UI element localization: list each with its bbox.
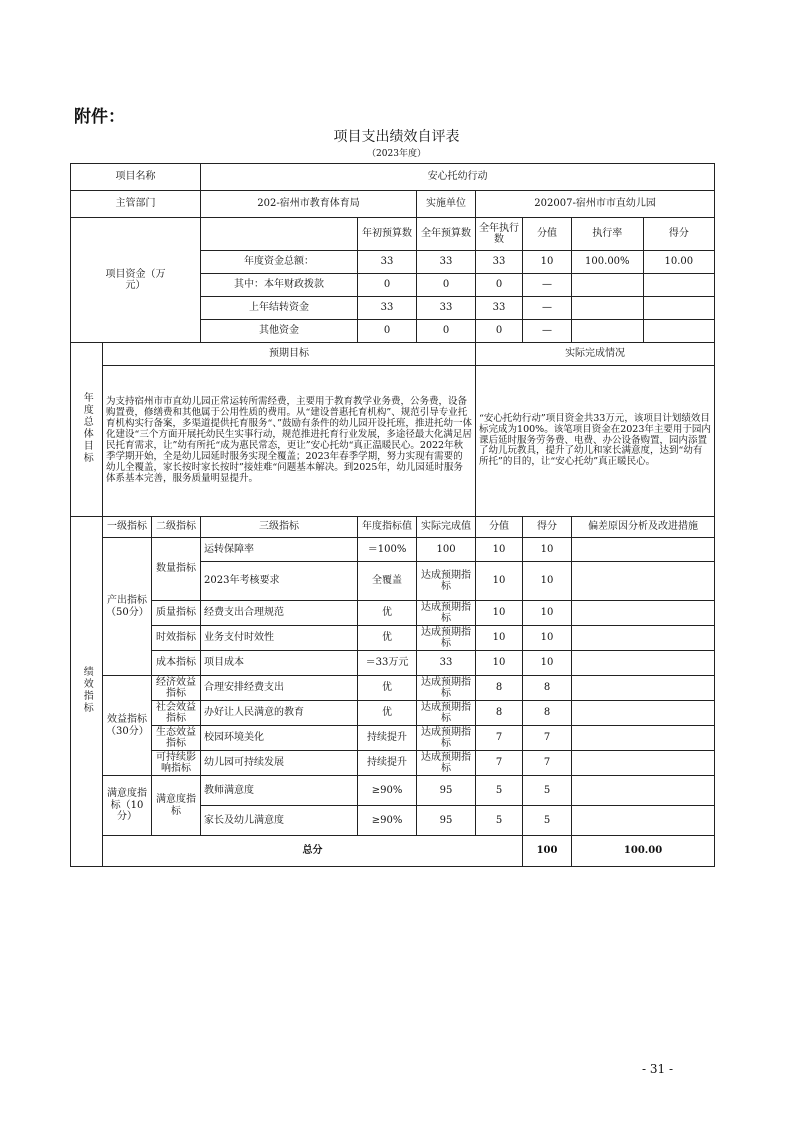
perf-score: 7 <box>476 751 523 776</box>
perf-actual: 达成预期指标 <box>417 751 476 776</box>
perf-got: 7 <box>523 751 572 776</box>
funds-label-text: 项目资金（万元） <box>105 268 166 291</box>
funds-row-rate-got <box>572 320 715 343</box>
funds-row-score: — <box>523 320 572 343</box>
perf-target: 优 <box>358 676 417 701</box>
perf-actual: 达成预期指标 <box>417 676 476 701</box>
perf-target: 优 <box>358 701 417 726</box>
goal-expected-header: 预期目标 <box>103 343 476 366</box>
perf-score: 10 <box>476 562 523 601</box>
attachment-label: 附件： <box>74 107 125 127</box>
funds-header-row <box>71 218 715 251</box>
perf-row <box>71 538 715 562</box>
perf-level3: 2023年考核要求 <box>201 562 358 601</box>
perf-got: 5 <box>523 806 572 836</box>
perf-level1-satisfaction: 满意度指标（10分） <box>103 776 152 836</box>
perf-level2: 社会效益指标 <box>152 701 201 726</box>
perf-score: 5 <box>476 806 523 836</box>
funds-row-got <box>644 274 715 296</box>
perf-analysis <box>572 806 715 836</box>
funds-header-2: 全年预算数 <box>417 218 476 251</box>
goal-actual-text: “安心托幼行动”项目资金共33万元，该项目计划绩效目标完成为100%。该笔项目资金在2023年主要用于园内课后延时服务劳务费、电费、办公设备购置，园内添置了幼儿玩教具，提升了幼儿和家长满意度，达到“幼有所托”的目的，让“安心托幼”真正暖民心。 <box>476 366 715 517</box>
funds-row-v3: 33 <box>476 297 523 320</box>
funds-header-1: 年初预算数 <box>358 218 417 251</box>
perf-header-got: 得分 <box>523 517 572 538</box>
perf-level2: 时效指标 <box>152 626 201 651</box>
funds-row-got <box>644 320 715 342</box>
funds-row-rate <box>572 320 644 342</box>
perf-actual: 达成预期指标 <box>417 601 476 626</box>
perf-target: ≥90% <box>358 776 417 806</box>
funds-row-score: — <box>523 297 572 320</box>
goal-label-text: 年度总体目标 <box>81 391 93 464</box>
perf-got: 10 <box>523 601 572 626</box>
funds-row-v1: 33 <box>358 297 417 320</box>
perf-level2: 可持续影响指标 <box>152 751 201 776</box>
department-row <box>71 191 715 218</box>
perf-level2: 生态效益指标 <box>152 726 201 751</box>
funds-row-v3: 33 <box>476 251 523 274</box>
perf-target: 持续提升 <box>358 751 417 776</box>
goal-header-row <box>71 343 715 366</box>
perf-got: 10 <box>523 626 572 651</box>
funds-row-got <box>644 297 715 319</box>
perf-level3: 项目成本 <box>201 651 358 676</box>
funds-row-v1: 33 <box>358 251 417 274</box>
perf-analysis <box>572 538 715 562</box>
perf-target: 优 <box>358 601 417 626</box>
perf-analysis <box>572 676 715 701</box>
total-label: 总分 <box>103 836 523 867</box>
funds-header-blank <box>201 218 358 251</box>
funds-row-v1: 0 <box>358 274 417 297</box>
goal-actual-header: 实际完成情况 <box>476 343 715 366</box>
funds-row-v2: 33 <box>417 297 476 320</box>
funds-row-score: — <box>523 274 572 297</box>
perf-analysis <box>572 626 715 651</box>
funds-row-rate-got <box>572 251 715 274</box>
perf-header-target: 年度指标值 <box>358 517 417 538</box>
funds-label <box>71 218 201 343</box>
perf-header-analysis: 偏差原因分析及改进措施 <box>572 517 715 538</box>
unit-label: 实施单位 <box>417 191 476 218</box>
perf-got: 8 <box>523 676 572 701</box>
funds-row-v3: 0 <box>476 274 523 297</box>
perf-analysis <box>572 601 715 626</box>
perf-row <box>71 601 715 626</box>
perf-analysis <box>572 701 715 726</box>
perf-got: 5 <box>523 776 572 806</box>
perf-got: 10 <box>523 651 572 676</box>
perf-label-text: 绩效指标 <box>81 665 93 714</box>
funds-row-v3: 0 <box>476 320 523 343</box>
perf-got: 10 <box>523 538 572 562</box>
funds-header-5-6 <box>572 218 715 251</box>
funds-row-rate: 100.00% <box>572 251 644 273</box>
perf-actual: 95 <box>417 806 476 836</box>
perf-got: 8 <box>523 701 572 726</box>
perf-score: 7 <box>476 726 523 751</box>
perf-level3: 校园环境美化 <box>201 726 358 751</box>
perf-level3: 家长及幼儿满意度 <box>201 806 358 836</box>
funds-row-v2: 0 <box>417 274 476 297</box>
perf-level3: 经费支出合理规范 <box>201 601 358 626</box>
perf-row <box>71 701 715 726</box>
perf-row <box>71 626 715 651</box>
dept-value: 202-宿州市教育体育局 <box>201 191 417 218</box>
perf-header-score: 分值 <box>476 517 523 538</box>
perf-score: 10 <box>476 651 523 676</box>
perf-score: 8 <box>476 676 523 701</box>
perf-target: 持续提升 <box>358 726 417 751</box>
perf-label <box>71 517 103 867</box>
funds-row-rate <box>572 297 644 319</box>
unit-value: 202007-宿州市市直幼儿园 <box>476 191 715 218</box>
year-subtitle: （2023年度） <box>367 149 426 159</box>
perf-target: 全覆盖 <box>358 562 417 601</box>
perf-header-actual: 实际完成值 <box>417 517 476 538</box>
funds-row-v2: 33 <box>417 251 476 274</box>
total-score: 100 <box>523 836 572 867</box>
goal-body-row <box>71 366 715 517</box>
perf-score: 10 <box>476 601 523 626</box>
perf-level1-benefit: 效益指标（30分） <box>103 676 152 776</box>
perf-actual: 达成预期指标 <box>417 726 476 751</box>
funds-row-name: 上年结转资金 <box>201 297 358 320</box>
project-name-value: 安心托幼行动 <box>201 164 715 191</box>
project-name-row <box>71 164 715 191</box>
perf-level2: 满意度指标 <box>152 776 201 836</box>
perf-actual: 达成预期指标 <box>417 701 476 726</box>
funds-row-name: 年度资金总额： <box>201 251 358 274</box>
perf-analysis <box>572 651 715 676</box>
evaluation-table <box>70 163 715 867</box>
perf-row <box>71 651 715 676</box>
funds-row-v2: 0 <box>417 320 476 343</box>
perf-level2: 数量指标 <box>152 538 201 601</box>
funds-row-rate-got <box>572 274 715 297</box>
perf-header-l3: 三级指标 <box>201 517 358 538</box>
perf-analysis <box>572 726 715 751</box>
funds-header-4: 分值 <box>523 218 572 251</box>
perf-got: 10 <box>523 562 572 601</box>
perf-analysis <box>572 751 715 776</box>
goal-expected-text: 为支持宿州市市直幼儿园正常运转所需经费，主要用于教育教学业务费，公务费，设备购置费，修缮费和其他属于公用性质的费用。从“建设普惠托育机构”、规范引导专业托育机构实行备案，多渠道提供托育服务“、”鼓励有条件的幼儿园开设托班，推进托幼一体化建设“三个方面开展托幼民生实事行动，规范推进托育行业发展，多途径最大化满足居民托育需求，让”幼有所托“成为惠民常态，更让”安心托幼“真正温暖民心。2022年秋季学期开始，全是幼儿园延时服务实现全覆盖；2023年春季学期，努力实现有需要的幼儿全覆盖，家长按时家长按时”接娃难“问题基本解决。到2025年，幼儿园延时服务体系基本完善，服务质量明显提升。 <box>103 366 476 517</box>
perf-row <box>71 776 715 806</box>
funds-row-got: 10.00 <box>664 256 694 267</box>
funds-row-rate <box>572 274 644 296</box>
perf-header-row <box>71 517 715 538</box>
total-got: 100.00 <box>572 836 715 867</box>
perf-row <box>71 676 715 701</box>
funds-row-name: 其中：本年财政拨款 <box>201 274 358 297</box>
perf-analysis <box>572 776 715 806</box>
total-row <box>71 836 715 867</box>
perf-level2: 成本指标 <box>152 651 201 676</box>
project-name-label: 项目名称 <box>71 164 201 191</box>
perf-score: 10 <box>476 626 523 651</box>
perf-actual: 100 <box>417 538 476 562</box>
funds-header-5: 执行率 <box>572 218 644 250</box>
perf-row <box>71 751 715 776</box>
page-title: 项目支出绩效自评表 <box>333 129 460 145</box>
perf-score: 10 <box>476 538 523 562</box>
perf-actual: 33 <box>417 651 476 676</box>
perf-target: 优 <box>358 626 417 651</box>
perf-level3: 办好让人民满意的教育 <box>201 701 358 726</box>
perf-score: 5 <box>476 776 523 806</box>
perf-level3: 合理安排经费支出 <box>201 676 358 701</box>
perf-target: ＝100% <box>358 538 417 562</box>
funds-header-6: 得分 <box>668 228 689 239</box>
perf-level2: 质量指标 <box>152 601 201 626</box>
perf-level1-output: 产出指标（50分） <box>103 538 152 676</box>
goal-label <box>71 343 103 517</box>
perf-header-l2: 二级指标 <box>152 517 201 538</box>
perf-actual: 95 <box>417 776 476 806</box>
perf-row <box>71 726 715 751</box>
perf-level3: 业务支付时效性 <box>201 626 358 651</box>
perf-target: ≥90% <box>358 806 417 836</box>
page-number: - 31 - <box>641 1062 673 1076</box>
perf-level2: 经济效益指标 <box>152 676 201 701</box>
perf-got: 7 <box>523 726 572 751</box>
perf-level3: 教师满意度 <box>201 776 358 806</box>
perf-analysis <box>572 562 715 601</box>
funds-row-v1: 0 <box>358 320 417 343</box>
funds-row-score: 10 <box>523 251 572 274</box>
funds-header-3: 全年执行数 <box>476 218 523 251</box>
perf-actual: 达成预期指标 <box>417 626 476 651</box>
dept-label: 主管部门 <box>71 191 201 218</box>
perf-target: ＝33万元 <box>358 651 417 676</box>
perf-actual: 达成预期指标 <box>417 562 476 601</box>
perf-header-l1: 一级指标 <box>103 517 152 538</box>
perf-level3: 幼儿园可持续发展 <box>201 751 358 776</box>
perf-level3: 运转保障率 <box>201 538 358 562</box>
perf-score: 8 <box>476 701 523 726</box>
funds-row-name: 其他资金 <box>201 320 358 343</box>
funds-row-rate-got <box>572 297 715 320</box>
